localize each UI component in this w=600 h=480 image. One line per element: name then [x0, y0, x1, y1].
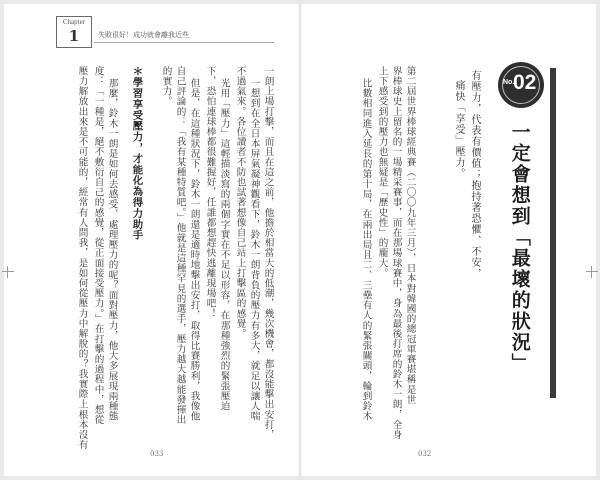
crop-mark-icon [586, 266, 598, 278]
badge-number: 02 [513, 71, 537, 94]
crop-mark-icon [2, 266, 14, 278]
body-column: 光用「壓力」這輕描淡寫的兩個字實在不足以形容，在那種強烈的緊張壓迫 [218, 78, 230, 412]
body-column: 但是，在這種狀況下，鈴木一朗還是適時地擊出安打，取得比賽勝利，我像他 [188, 78, 200, 422]
page-number: 033 [150, 450, 164, 458]
running-title: 失敗很好！成功就會離我近些 [98, 31, 189, 39]
badge-label: No. [503, 79, 515, 86]
body-column: 那麼，鈴木一朗是如何去感受、處理壓力的呢？面對壓力，他大多展現兩種態 [106, 78, 118, 422]
body-column: 壓力解放出來是不可能的，經常有人問我，是如何從壓力中解脫的？我實際上根本沒有 [76, 66, 88, 450]
body-column: 第二屆世界棒球經典賽（二〇〇九年三月），日本對韓國的總冠軍賽堪稱是世 [404, 66, 416, 405]
page-number: 032 [418, 450, 432, 458]
body-column: 下，恐怕連球棒都很難握好，任誰都想趕快逃離現場吧！ [204, 66, 216, 319]
body-column: 不過氣來。各位讀者不防也試著想像自己站上打擊區的感覺。 [234, 66, 246, 339]
left-page [4, 4, 300, 476]
chapter-box [56, 16, 92, 48]
right-page [300, 4, 596, 476]
body-column: 比數相同進入延長的第十局，在兩出局且二、三壘有人的緊張關頭，輪到鈴木 [360, 78, 372, 422]
body-column: 的實力。 [160, 66, 172, 107]
body-column: 自己評論的：「我有某種特質吧。」他就是這種罕見的選手，壓力越大越能發揮出 [174, 66, 186, 425]
lead-line: 有壓力，代表有價值；抱持著恐懼、不安， [469, 70, 480, 279]
title-accent-bar [550, 68, 556, 398]
lead-line: 痛快「享受」壓力。 [453, 80, 464, 179]
section-heading: ＊學習享受壓力，才能化為得力助手 [130, 66, 143, 241]
body-column: 一想到在全日本屏氣凝神觀看下，鈴木一朗背負的壓力有多大，就足以讓人喘 [248, 78, 260, 422]
body-column: 一朗上場打擊，而且在這之前，他擔於相當大的低潮，幾次機會，都沒能擊出安打， [262, 66, 274, 440]
body-column: 界棒球史上留名的一場精采賽事，而在那場球賽中，身為最後打席的鈴木一朗，全身 [390, 66, 402, 440]
body-column: 上下感受到的壓力也無疑是「歷史性」的龐大。 [376, 66, 388, 279]
header-rule [94, 42, 274, 43]
chapter-number: 1 [68, 27, 80, 45]
chapter-badge [498, 62, 544, 108]
body-column: 度：「一種是，絕不敷衍自己的感覺，從正面接受壓力。」在打擊的過程中，想從 [92, 66, 104, 425]
section-title: 一定會想到「最壞的狀況」 [508, 122, 531, 374]
chapter-word: Chapter [62, 18, 86, 26]
book-spread [4, 4, 596, 476]
